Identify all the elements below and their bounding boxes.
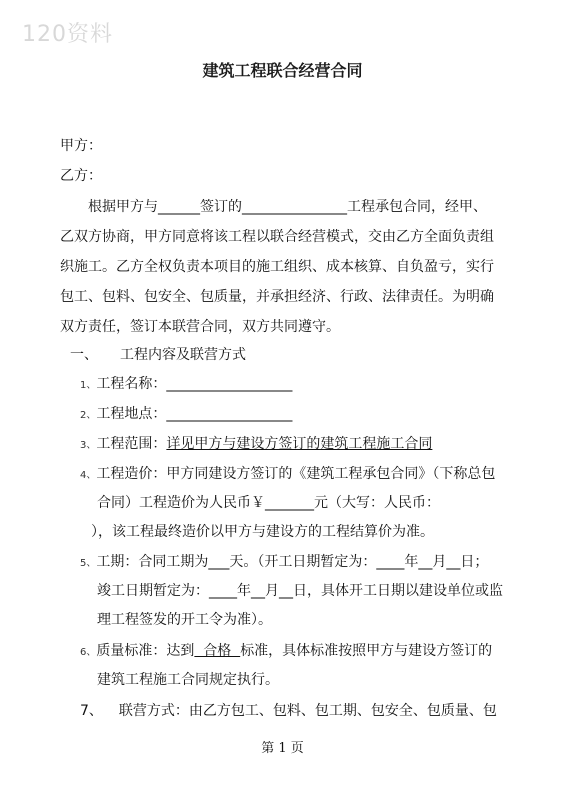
item-4-line-3: ），该工程最终造价以甲方与建设方的工程结算价为准。 bbox=[91, 524, 434, 540]
item-1 bbox=[80, 374, 292, 396]
item-6-quality-value: 合格 bbox=[194, 643, 241, 659]
item-6-number: 6、 bbox=[80, 647, 97, 658]
item-1-blank: __________________ bbox=[166, 376, 293, 392]
item-2-label: 工程地点： bbox=[96, 406, 167, 422]
intro-line-5: 双方责任，签订本联营合同，双方共同遵守。 bbox=[60, 319, 340, 335]
item-4-number: 4、 bbox=[80, 470, 97, 481]
page-number: 1 bbox=[278, 741, 287, 756]
item-6-line-1 bbox=[80, 641, 492, 663]
item-1-number: 1、 bbox=[80, 380, 97, 391]
item-5-text-1: 工期：合同工期为___天。（开工日期暂定为：____年__月__日； bbox=[96, 554, 489, 570]
item-4-line-2: 合同）工程造价为人民币￥_______元（大写：人民币： bbox=[97, 495, 440, 511]
item-6-text-pre: 质量标准：达到 bbox=[96, 643, 195, 659]
item-5-line-3: 理工程签发的开工令为准）。 bbox=[97, 612, 272, 628]
party-b-line: 乙方： bbox=[60, 168, 102, 184]
item-7-line-1 bbox=[80, 701, 497, 721]
footer-suffix: 页 bbox=[290, 741, 304, 756]
item-2-blank: __________________ bbox=[166, 406, 293, 422]
item-3 bbox=[80, 434, 432, 456]
item-7-text-1: 联营方式：由乙方包工、包料、包工期、包安全、包质量、包 bbox=[118, 703, 497, 719]
item-3-value: 详见甲方与建设方签订的建筑工程施工合同 bbox=[166, 436, 433, 452]
item-3-label: 工程范围： bbox=[96, 436, 167, 452]
intro-line-3: 织施工。乙方全权负责本项目的施工组织、成本核算、自负盈亏，实行 bbox=[60, 259, 494, 275]
watermark: 120资料 bbox=[22, 22, 113, 47]
item-4-text-1: 工程造价：甲方同建设方签订的《建筑工程承包合同》（下称总包 bbox=[96, 466, 496, 482]
item-2-number: 2、 bbox=[80, 410, 97, 421]
section-1-title: 工程内容及联营方式 bbox=[120, 347, 246, 363]
item-2 bbox=[80, 404, 292, 426]
item-7-number: 7、 bbox=[80, 703, 103, 719]
item-3-number: 3、 bbox=[80, 440, 97, 451]
party-a-line: 甲方： bbox=[60, 138, 102, 154]
item-6-line-2: 建筑工程施工合同规定执行。 bbox=[97, 672, 279, 688]
intro-line-4: 包工、包料、包安全、包质量，并承担经济、行政、法律责任。为明确 bbox=[60, 289, 494, 305]
footer-prefix: 第 bbox=[261, 741, 275, 756]
item-1-label: 工程名称： bbox=[96, 376, 167, 392]
section-1-number: 一、 bbox=[70, 347, 98, 363]
item-5-line-2: 竣工日期暂定为：____年__月__日，具体开工日期以建设单位或监 bbox=[97, 583, 503, 599]
intro-line-1: 根据甲方与______签订的_______________工程承包合同，经甲、 bbox=[88, 199, 487, 215]
item-6-text-post: 标准，具体标准按照甲方与建设方签订的 bbox=[240, 643, 493, 659]
item-5-number: 5、 bbox=[80, 558, 97, 569]
item-5-line-1 bbox=[80, 552, 488, 574]
page-footer bbox=[0, 737, 565, 756]
item-4-line-1 bbox=[80, 464, 495, 486]
page-title: 建筑工程联合经营合同 bbox=[202, 61, 363, 80]
section-1-heading bbox=[70, 345, 246, 365]
intro-line-2: 乙双方协商，甲方同意将该工程以联合经营模式，交由乙方全面负责组 bbox=[60, 229, 494, 245]
